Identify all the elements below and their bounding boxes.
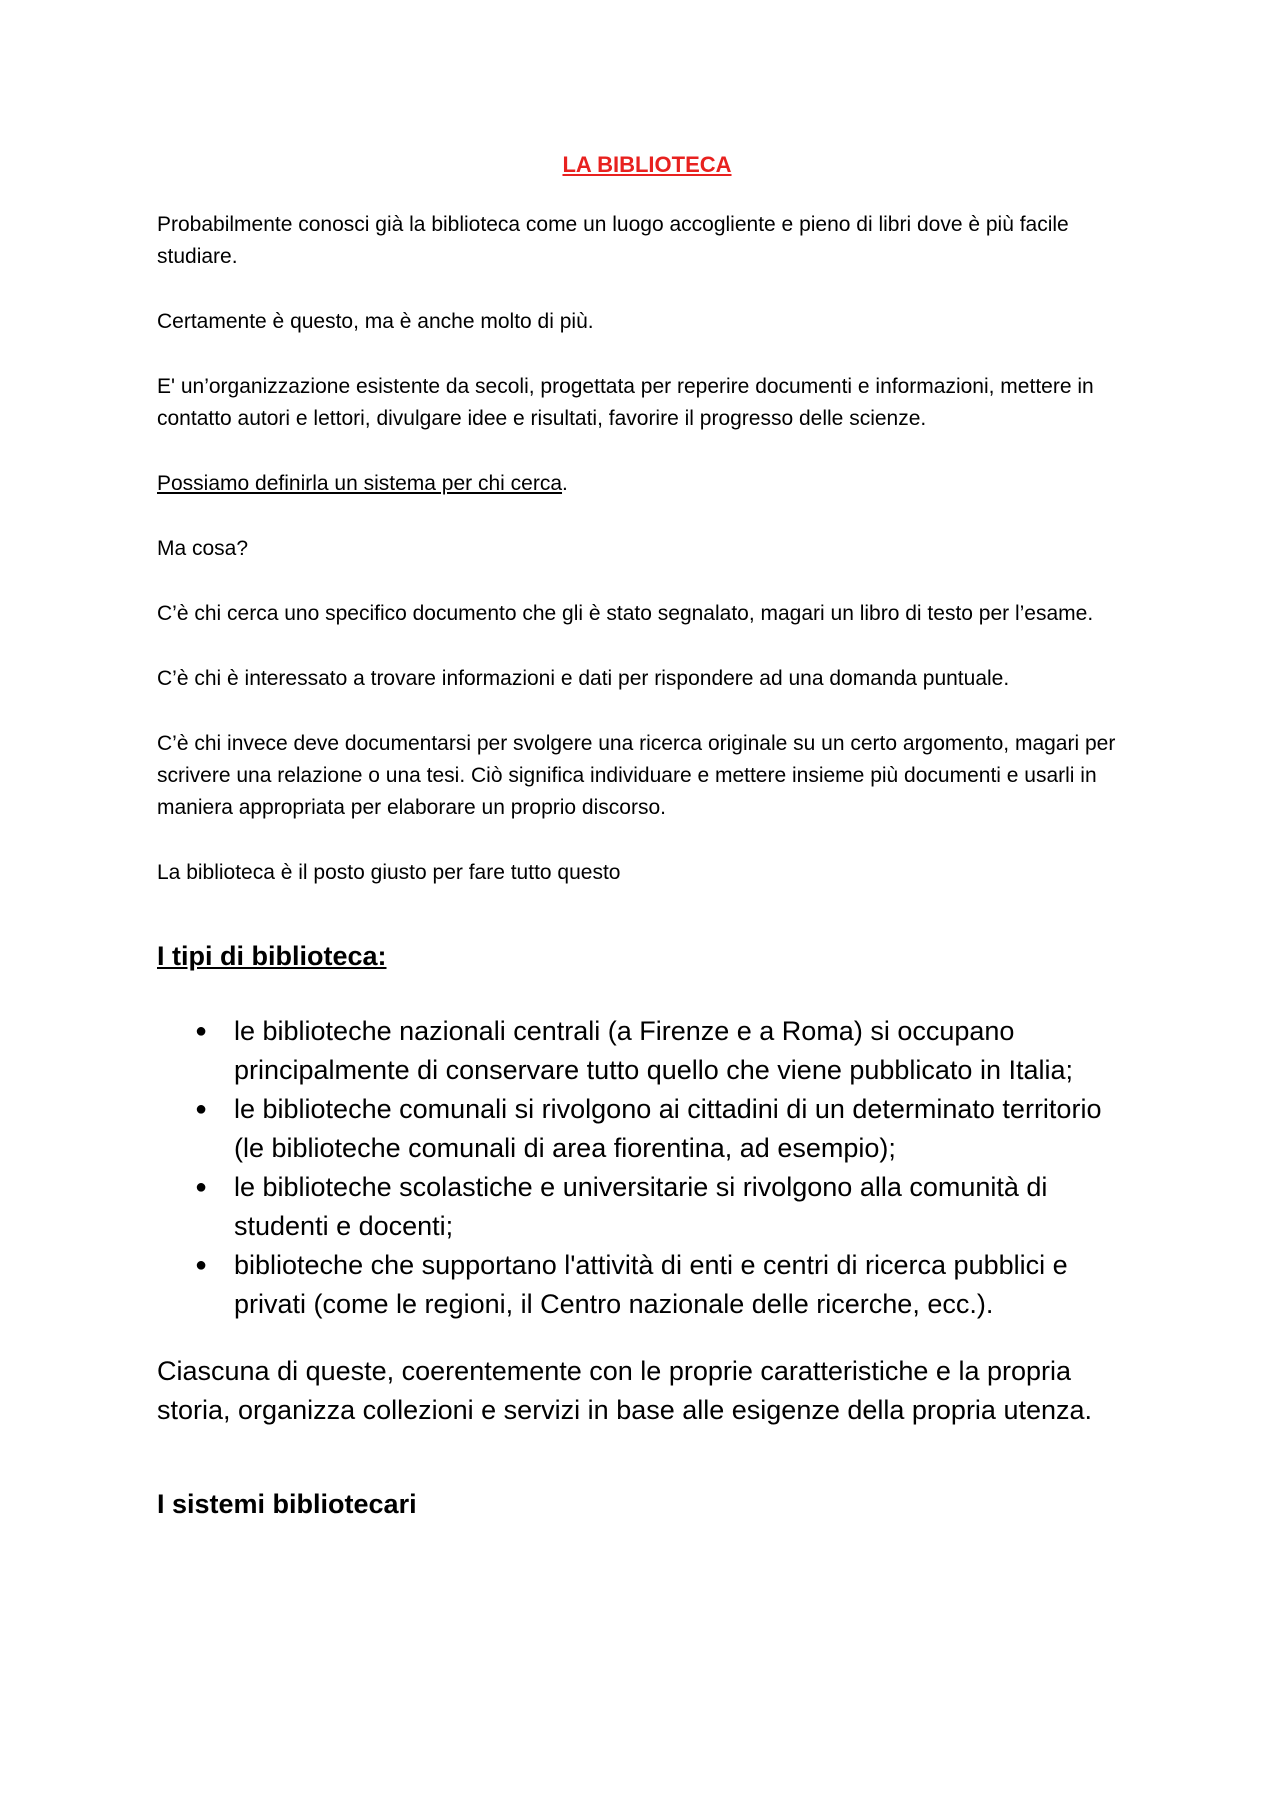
body-paragraph: C’è chi invece deve documentarsi per svolgere una ricerca originale su un certo argomento, magari per scrivere una relazione o una tesi. Ciò significa individuare e mettere insieme più documenti e usarli in maniera appropriata per elaborare un proprio discorso. — [157, 732, 1116, 819]
body-paragraph: C’è chi cerca uno specifico documento che gli è stato segnalato, magari un libro di testo per l’esame. — [157, 602, 1094, 625]
body-paragraph: C’è chi è interessato a trovare informazioni e dati per rispondere ad una domanda puntuale. — [157, 667, 1010, 690]
section-heading-types: I tipi di biblioteca: — [157, 941, 387, 971]
document-page — [157, 150, 1137, 1560]
list-item — [157, 1090, 1137, 1168]
bullet-icon: ● — [195, 1254, 208, 1276]
intro-paragraph: Certamente è questo, ma è anche molto di più. — [157, 310, 594, 333]
list-item-text: biblioteche che supportano l'attività di enti e centri di ricerca pubblici e privati (come le regioni, il Centro nazionale delle ricerche, ecc.). — [234, 1250, 1068, 1319]
list-item — [157, 1246, 1137, 1324]
bullet-icon: ● — [195, 1098, 208, 1120]
body-paragraph: La biblioteca è il posto giusto per fare tutto questo — [157, 861, 621, 884]
definition-paragraph — [157, 468, 1137, 500]
section-heading-systems: I sistemi bibliotecari — [157, 1489, 417, 1519]
library-types-list — [157, 1012, 1137, 1324]
bullet-icon: ● — [195, 1020, 208, 1042]
bullet-icon: ● — [195, 1176, 208, 1198]
body-paragraph: Ma cosa? — [157, 537, 249, 560]
list-item-text: le biblioteche nazionali centrali (a Firenze e a Roma) si occupano principalmente di conservare tutto quello che viene pubblicato in Italia; — [234, 1016, 1074, 1085]
list-item — [157, 1012, 1137, 1090]
page-title: LA BIBLIOTECA — [562, 152, 732, 177]
types-closing-paragraph: Ciascuna di queste, coerentemente con le proprie caratteristiche e la propria storia, organizza collezioni e servizi in base alle esigenze della propria utenza. — [157, 1356, 1093, 1425]
definition-suffix: . — [562, 472, 568, 495]
list-item-text: le biblioteche comunali si rivolgono ai cittadini di un determinato territorio (le biblioteche comunali di area fiorentina, ad esempio); — [234, 1094, 1102, 1163]
list-item-text: le biblioteche scolastiche e universitarie si rivolgono alla comunità di studenti e docenti; — [234, 1172, 1048, 1241]
intro-paragraph: E' un’organizzazione esistente da secoli, progettata per reperire documenti e informazioni, mettere in contatto autori e lettori, divulgare idee e risultati, favorire il progresso delle scienze. — [157, 375, 1094, 430]
list-item — [157, 1168, 1137, 1246]
intro-paragraph: Probabilmente conosci già la biblioteca come un luogo accogliente e pieno di libri dove è più facile studiare. — [157, 213, 1069, 268]
definition-underlined: Possiamo definirla un sistema per chi cerca — [157, 472, 563, 495]
